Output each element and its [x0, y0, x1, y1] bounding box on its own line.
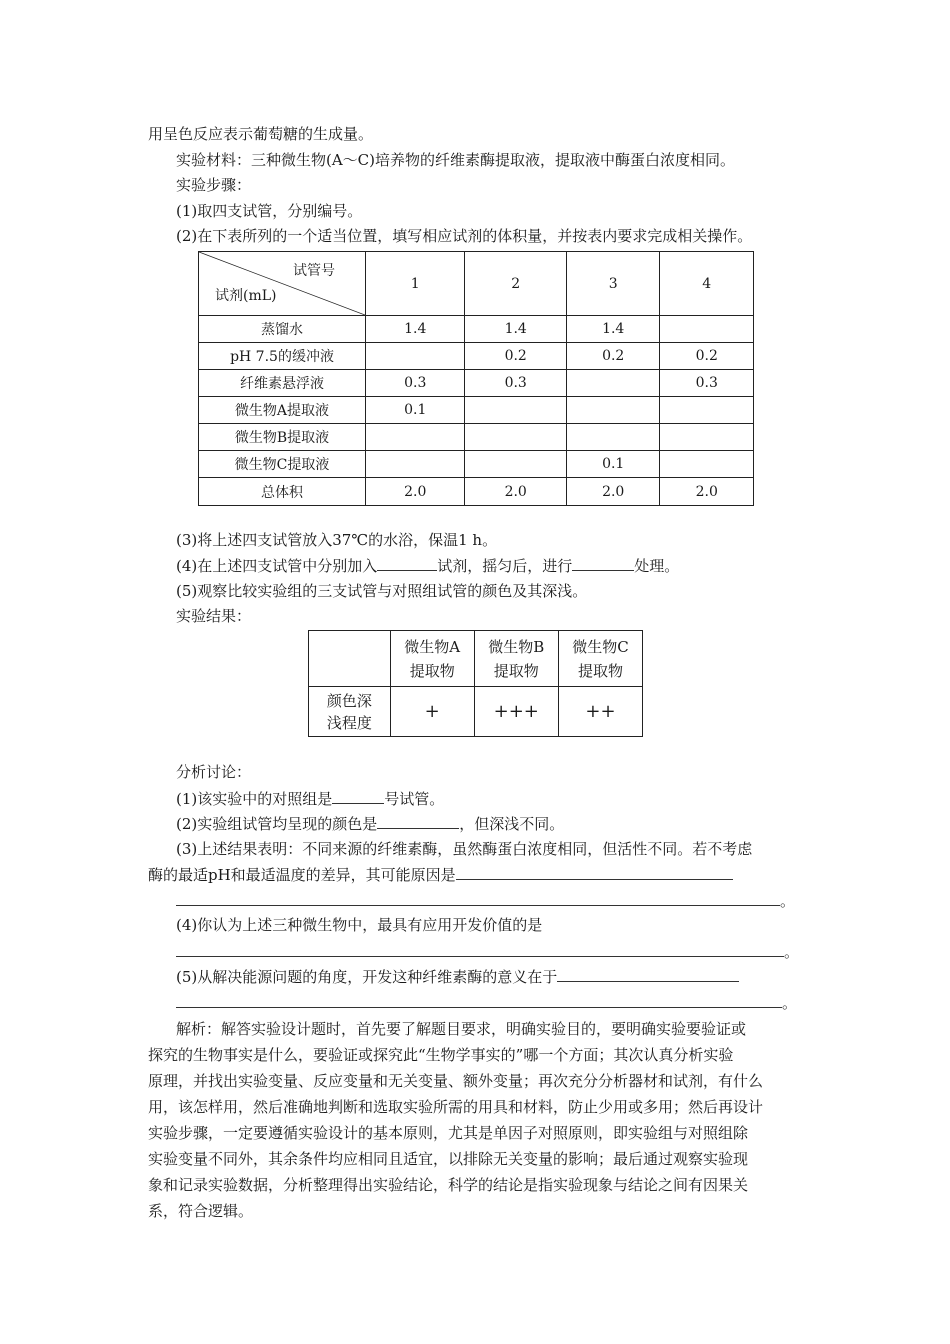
row-label: pH 7.5的缓冲液 — [199, 343, 366, 370]
table-cell — [465, 424, 566, 451]
table-cell — [366, 451, 465, 478]
table-row — [199, 316, 754, 343]
analysis-line: 用，该怎样用，然后准确地判断和选取实验所需的用具和材料，防止少用或多用；然后再设计 — [148, 1098, 764, 1116]
question-2-text: (2)实验组试管均呈现的颜色是 — [176, 815, 378, 833]
table-cell: 2.0 — [465, 478, 566, 506]
result-b: +++ — [474, 687, 558, 737]
analysis-line: 系，符合逻辑。 — [148, 1202, 254, 1220]
table-cell: 0.3 — [660, 370, 754, 397]
table-row — [199, 343, 754, 370]
row-label-line2: 浅程度 — [326, 713, 372, 732]
table-cell — [465, 397, 566, 424]
table-cell: 0.3 — [465, 370, 566, 397]
table-cell: 1.4 — [566, 316, 660, 343]
question-3-line1: (3)上述结果表明：不同来源的纤维素酶，虽然酶蛋白浓度相同，但活性不同。若不考虑 — [176, 840, 753, 858]
step-4-part-a: (4)在上述四支试管中分别加入 — [176, 557, 378, 575]
table-cell — [660, 451, 754, 478]
question-1 — [176, 788, 444, 809]
period: 。 — [780, 892, 796, 910]
header-reagent-label: 试剂(mL) — [215, 288, 277, 304]
table-cell: 0.1 — [566, 451, 660, 478]
col-label-line2: 提取物 — [493, 661, 539, 680]
row-label: 微生物B提取液 — [199, 424, 366, 451]
answer-blank-treatment — [572, 555, 634, 571]
step-4-part-c: 处理。 — [634, 557, 680, 575]
period: 。 — [782, 994, 798, 1012]
tube-header-3: 3 — [566, 252, 660, 316]
result-c: ++ — [558, 687, 642, 737]
results-row-label — [309, 687, 391, 737]
table-cell — [366, 343, 465, 370]
question-3-text: 酶的最适pH和最适温度的差异，其可能原因是 — [148, 866, 456, 884]
step-4 — [176, 555, 679, 576]
steps-title: 实验步骤： — [176, 176, 252, 194]
step-2: (2)在下表所列的一个适当位置，填写相应试剂的体积量，并按表内要求完成相关操作。 — [176, 227, 753, 245]
question-5-answer — [176, 992, 797, 1013]
col-label-line1: 微生物A — [404, 637, 461, 656]
tube-header-2: 2 — [465, 252, 566, 316]
question-4: (4)你认为上述三种微生物中，最具有应用开发价值的是 — [176, 916, 543, 934]
table-cell: 1.4 — [366, 316, 465, 343]
table-cell — [465, 451, 566, 478]
answer-blank-reason — [456, 864, 733, 880]
intro-tail: 用呈色反应表示葡萄糖的生成量。 — [148, 125, 374, 143]
table-row — [199, 370, 754, 397]
table-cell — [566, 424, 660, 451]
question-1-tail: 号试管。 — [384, 790, 445, 808]
table-row — [199, 424, 754, 451]
question-5-text: (5)从解决能源问题的角度，开发这种纤维素酶的意义在于 — [176, 968, 558, 986]
table-cell: 0.2 — [465, 343, 566, 370]
results-col-b — [474, 631, 558, 687]
reagent-table — [198, 251, 754, 506]
results-col-c — [558, 631, 642, 687]
table-cell: 0.3 — [366, 370, 465, 397]
period: 。 — [784, 943, 800, 961]
answer-blank-reagent — [377, 555, 437, 571]
results-table — [308, 630, 643, 737]
table-cell — [660, 424, 754, 451]
discussion-title: 分析讨论： — [176, 763, 252, 781]
table-cell — [660, 397, 754, 424]
table-cell — [366, 424, 465, 451]
table-row — [199, 451, 754, 478]
col-label-line2: 提取物 — [577, 661, 623, 680]
row-label: 蒸馏水 — [199, 316, 366, 343]
col-label-line2: 提取物 — [409, 661, 455, 680]
table-cell: 0.2 — [566, 343, 660, 370]
table-cell: 2.0 — [660, 478, 754, 506]
results-value-row — [309, 687, 643, 737]
answer-blank-significance — [557, 966, 739, 982]
question-4-answer — [176, 941, 799, 962]
question-2-tail: ，但深浅不同。 — [459, 815, 565, 833]
analysis-line: 象和记录实验数据，分析整理得出实验结论，科学的结论是指实验现象与结论之间有因果关 — [148, 1176, 749, 1194]
results-col-a — [390, 631, 474, 687]
results-header-row — [309, 631, 643, 687]
row-label: 总体积 — [199, 478, 366, 506]
question-2 — [176, 813, 564, 834]
answer-blank-significance-cont — [176, 992, 782, 1008]
question-3-line2 — [148, 864, 733, 885]
analysis-line: 解析：解答实验设计题时，首先要了解题目要求，明确实验目的，要明确实验要验证或 — [176, 1020, 747, 1038]
answer-blank-color — [377, 813, 459, 829]
question-5 — [176, 966, 739, 987]
table-cell: 0.1 — [366, 397, 465, 424]
table-cell — [660, 316, 754, 343]
reagent-table-header — [199, 252, 754, 316]
col-label-line1: 微生物B — [488, 637, 545, 656]
diagonal-header-cell — [199, 252, 366, 316]
table-row — [199, 397, 754, 424]
tube-header-4: 4 — [660, 252, 754, 316]
question-3-line3 — [176, 890, 795, 911]
answer-blank-control — [332, 788, 384, 804]
table-row — [199, 478, 754, 506]
analysis-line: 实验变量不同外，其余条件均应相同且适宜，以排除无关变量的影响；最后通过观察实验现 — [148, 1150, 749, 1168]
row-label-line1: 颜色深 — [326, 691, 372, 710]
table-cell: 0.2 — [660, 343, 754, 370]
analysis-line: 实验步骤，一定要遵循实验设计的基本原则，尤其是单因子对照原则，即实验组与对照组除 — [148, 1124, 749, 1142]
table-cell: 2.0 — [366, 478, 465, 506]
results-corner-cell — [309, 631, 391, 687]
header-tube-label: 试管号 — [293, 263, 336, 279]
step-3: (3)将上述四支试管放入37℃的水浴，保温1 h。 — [176, 531, 498, 549]
result-a: + — [390, 687, 474, 737]
answer-blank-microbe — [176, 941, 784, 957]
analysis-line: 探究的生物事实是什么，要验证或探究此“生物学事实的”哪一个方面；其次认真分析实验 — [148, 1046, 734, 1064]
step-5: (5)观察比较实验组的三支试管与对照组试管的颜色及其深浅。 — [176, 582, 588, 600]
table-cell: 2.0 — [566, 478, 660, 506]
tube-header-1: 1 — [366, 252, 465, 316]
diagonal-line-icon — [199, 252, 365, 315]
analysis-line: 原理，并找出实验变量、反应变量和无关变量、额外变量；再次充分分析器材和试剂，有什么 — [148, 1072, 764, 1090]
row-label: 微生物C提取液 — [199, 451, 366, 478]
table-cell — [566, 370, 660, 397]
results-title: 实验结果： — [176, 607, 252, 625]
materials-text: 实验材料：三种微生物(A～C)培养物的纤维素酶提取液，提取液中酶蛋白浓度相同。 — [176, 151, 736, 169]
row-label: 纤维素悬浮液 — [199, 370, 366, 397]
answer-blank-reason-cont — [176, 890, 780, 906]
step-4-part-b: 试剂，摇匀后，进行 — [437, 557, 573, 575]
question-1-text: (1)该实验中的对照组是 — [176, 790, 333, 808]
step-1: (1)取四支试管，分别编号。 — [176, 202, 363, 220]
table-cell: 1.4 — [465, 316, 566, 343]
table-cell — [566, 397, 660, 424]
row-label: 微生物A提取液 — [199, 397, 366, 424]
col-label-line1: 微生物C — [572, 637, 629, 656]
